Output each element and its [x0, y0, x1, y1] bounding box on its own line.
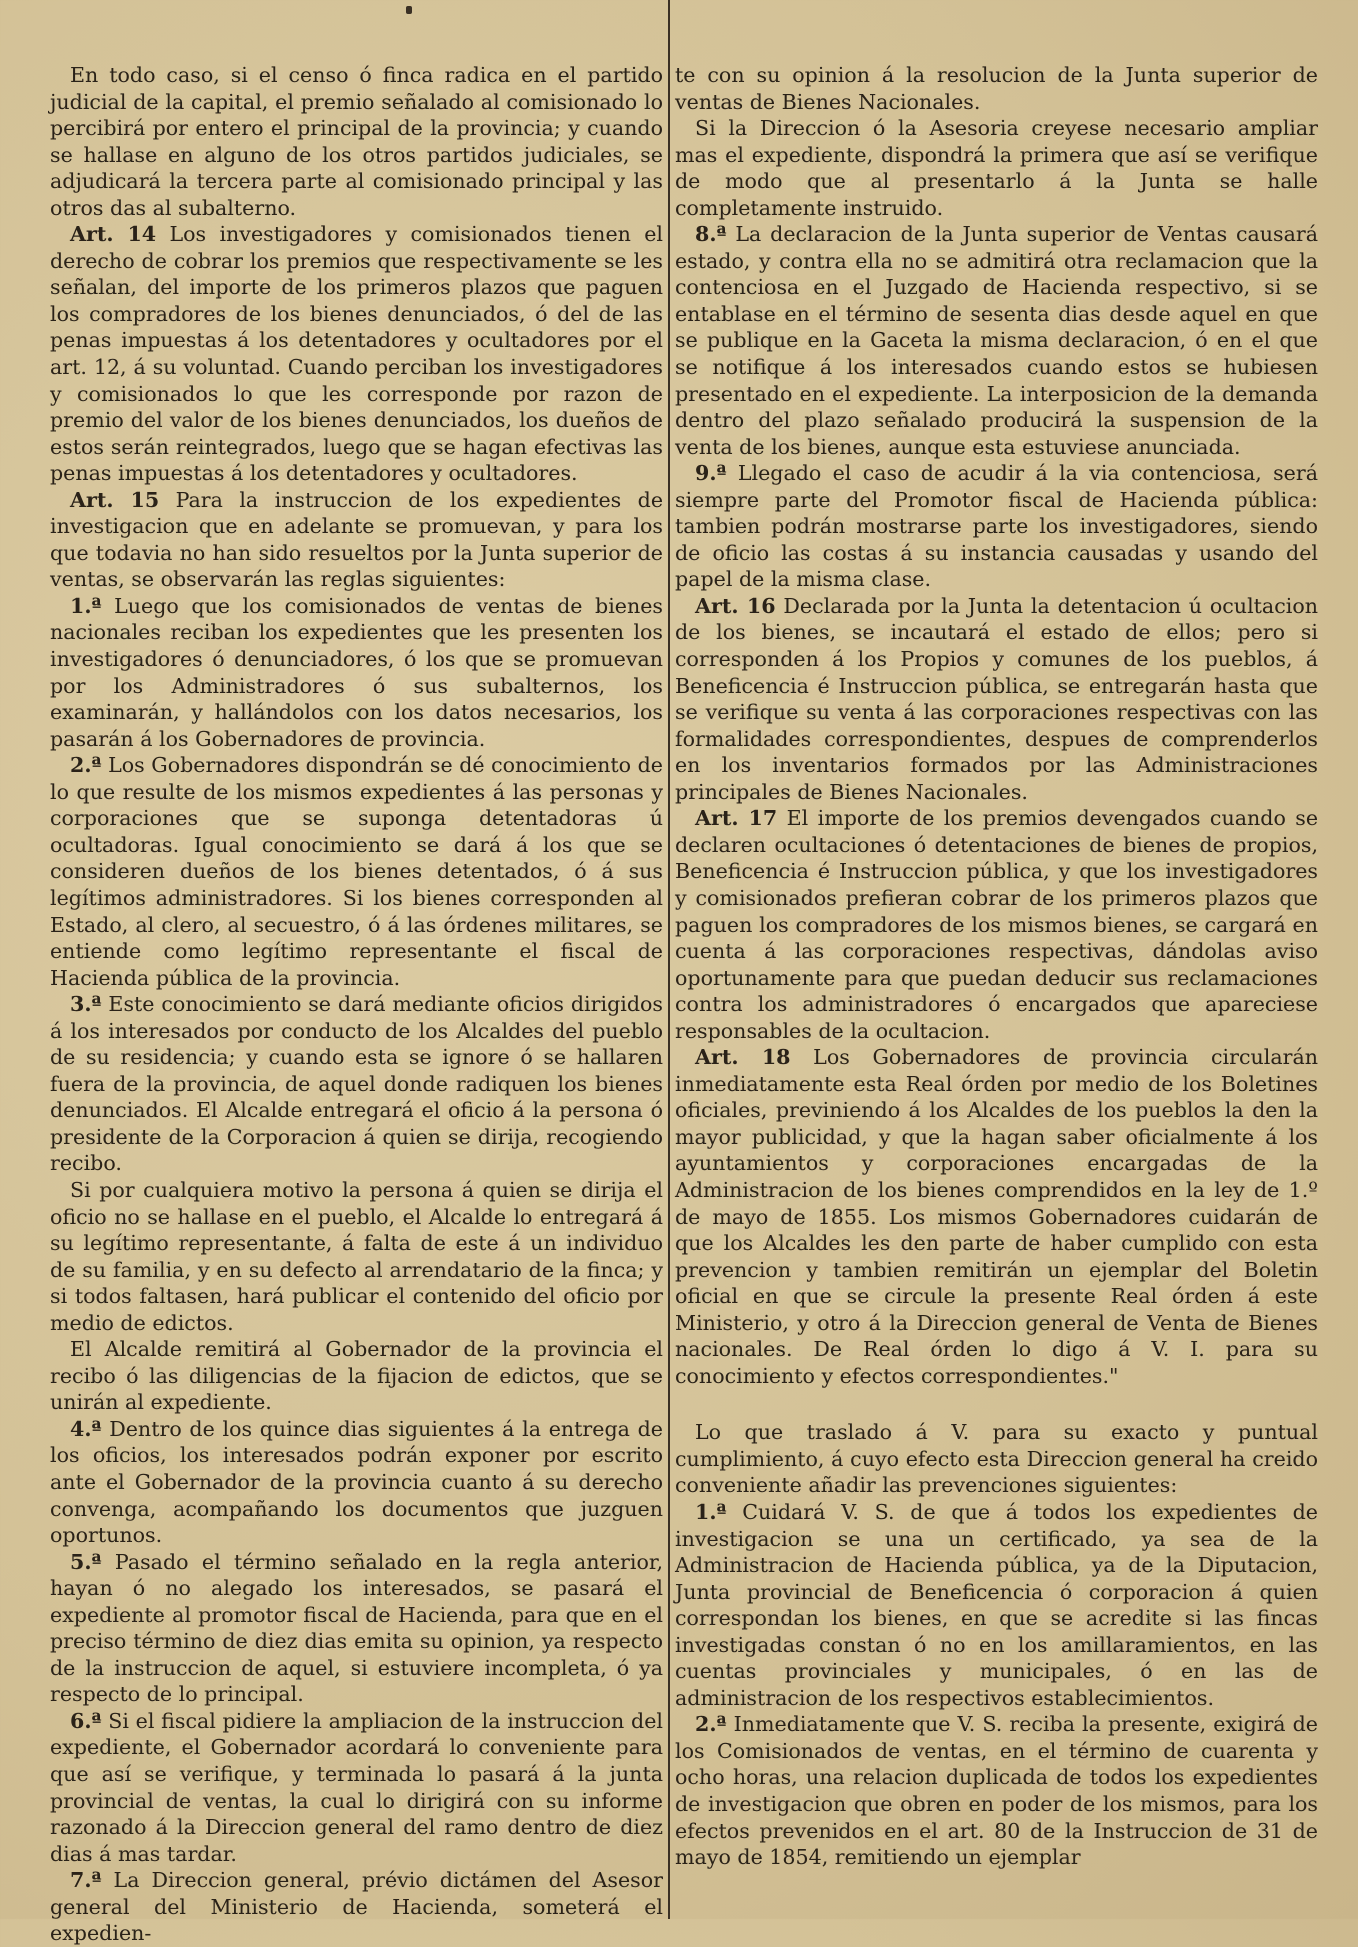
paragraph	[675, 1711, 1318, 1870]
article-number: 3.ª	[70, 992, 102, 1017]
paragraph	[50, 62, 663, 221]
article-number: 5.ª	[70, 1549, 102, 1574]
article-number: Art. 15	[70, 487, 160, 512]
paragraph	[50, 1336, 663, 1416]
paragraph	[50, 1177, 663, 1336]
paragraph-text: El importe de los premios devengados cuando se declaren ocultaciones ó detentaciones de bienes de propios, Beneficencia é Instruccion pública, y que los investigadores y comisionados prefieran cobrar de los primeros plazos que paguen los compradores de los mismos bienes, se cargará en cuenta á las corporaciones respectivas, dándolas aviso oportunamente para que puedan deducir sus reclamaciones contra los administradores ó encargados que apareciese responsables de la ocultacion.	[675, 806, 1319, 1043]
article-number: Art. 14	[70, 222, 157, 247]
article-number: 1.ª	[70, 593, 102, 618]
left-column	[50, 62, 663, 1947]
article-number: 7.ª	[70, 1868, 102, 1893]
paragraph	[675, 1419, 1318, 1499]
paragraph-text: Si la Direccion ó la Asesoria creyese necesario ampliar mas el expediente, dispondrá la primera que así se verifique de modo que al presentarlo á la Junta se halle completamente instruido.	[675, 116, 1318, 220]
paragraph-text: La declaracion de la Junta superior de Ventas causará estado, y contra ella no se admitirá otra reclamacion que la contenciosa en el Juzgado de Hacienda respectivo, si se entablase en el término de sesenta dias desde aquel en que se publique en la Gaceta la misma declaracion, ó en el que se notifique á los interesados cuando estos se hubiesen presentado en el expediente. La interposicion de la demanda dentro del plazo señalado producirá la suspension de la venta de los bienes, aunque esta estuviese anunciada.	[675, 222, 1318, 459]
paragraph	[50, 1549, 663, 1708]
paragraph-text: Si el fiscal pidiere la ampliacion de la instruccion del expediente, el Gobernador acordará lo conveniente para que así se verifique, y terminada lo pasará á la junta provincial de ventas, la cual lo dirigirá con su informe razonado á la Direccion general del ramo dentro de diez dias á mas tardar.	[50, 1708, 663, 1866]
paragraph-text: Declarada por la Junta la detentacion ú ocultacion de los bienes, se incautará el estado de ellos; pero si corresponden á los Propios y comunes de los pueblos, á Beneficencia é Instruccion pública, se entregarán hasta que se verifique su venta á las corporaciones respectivas con las formalidades correspondientes, despues de comprenderlos en los inventarios formados por las Administraciones principales de Bienes Nacionales.	[675, 593, 1318, 804]
paragraph-text: El Alcalde remitirá al Gobernador de la provincia el recibo ó las diligencias de la fijacion de edictos, que se unirán al expediente.	[50, 1337, 663, 1415]
paragraph	[675, 221, 1318, 460]
article-number: 8.ª	[695, 222, 727, 247]
article-number: Art. 16	[695, 593, 776, 618]
paragraph-text: En todo caso, si el censo ó finca radica en el partido judicial de la capital, el premio señalado al comisionado lo percibirá por entero el principal de la provincia; y cuando se hallase en alguno de los otros partidos judiciales, se adjudicará la tercera parte al comisionado principal y las otros das al subalterno.	[50, 63, 663, 220]
paragraph-text: Este conocimiento se dará mediante oficios dirigidos á los interesados por conducto de los Alcaldes del pueblo de su residencia; y cuando esta se ignore ó se hallaren fuera de la provincia, de aquel donde radiquen los bienes denunciados. El Alcalde entregará el oficio á la persona ó presidente de la Corporacion á quien se dirija, recogiendo recibo.	[50, 992, 663, 1176]
paragraph-text: Pasado el término señalado en la regla anterior, hayan ó no alegado los interesados, se pasará el expediente al promotor fiscal de Hacienda, para que en el preciso término de diez dias emita su opinion, ya respecto de la instruccion de aquel, si estuviere incompleta, ó ya respecto de lo principal.	[50, 1549, 663, 1707]
paragraph-text: Para la instruccion de los expedientes de investigacion que en adelante se promuevan, y para los que todavia no han sido resueltos por la Junta superior de ventas, se observarán las reglas siguientes:	[50, 487, 664, 592]
paragraph	[675, 593, 1318, 805]
paragraph	[675, 1044, 1318, 1389]
paragraph-text: Llegado el caso de acudir á la via contenciosa, será siempre parte del Promotor fiscal de Hacienda pública: tambien podrán mostrarse parte los investigadores, siendo de oficio las costas á su instancia causadas y usando del papel de la misma clase.	[675, 461, 1318, 592]
article-number: 2.ª	[695, 1712, 727, 1737]
paragraph-text: Lo que traslado á V. para su exacto y puntual cumplimiento, á cuyo efecto esta Direccion general ha creido conveniente añadir las prevenciones siguientes:	[675, 1420, 1318, 1498]
paragraph-text: Si por cualquiera motivo la persona á quien se dirija el oficio no se hallase en el pueblo, el Alcalde lo entregará á su legítimo representante, á falta de este á un individuo de su familia, y en su defecto al arrendatario de la finca; y si todos faltasen, hará publicar el contenido del oficio por medio de edictos.	[50, 1177, 663, 1335]
paragraph-text: te con su opinion á la resolucion de la Junta superior de ventas de Bienes Nacionales.	[675, 63, 1318, 114]
paragraph	[50, 991, 663, 1177]
paragraph-text: Dentro de los quince dias siguientes á la entrega de los oficios, los interesados podrán exponer por escrito ante el Gobernador de la provincia cuanto á su derecho convenga, acompañando los documentos que juzguen oportunos.	[50, 1416, 663, 1548]
article-number: 9.ª	[695, 461, 727, 486]
paragraph	[675, 62, 1318, 115]
paragraph-text: Los Gobernadores dispondrán se dé conocimiento de lo que resulte de los mismos expedientes á las personas y corporaciones que se suponga detentadoras ú ocultadoras. Igual conocimiento se dará á los que se consideren dueños de los bienes detentados, ó á sus legítimos administradores. Si los bienes corresponden al Estado, al clero, al secuestro, ó á las órdenes militares, se entiende como legítimo representante el fiscal de Hacienda pública de la provincia.	[50, 753, 663, 990]
right-column	[675, 62, 1318, 1871]
article-number: 4.ª	[70, 1416, 102, 1441]
paragraph-text: Inmediatamente que V. S. reciba la presente, exigirá de los Comisionados de ventas, en el término de cuarenta y ocho horas, una relacion duplicada de todos los expedientes de investigacion que obren en poder de los mismos, para los efectos prevenidos en el art. 80 de la Instruccion de 31 de mayo de 1854, remitiendo un ejemplar	[675, 1712, 1318, 1870]
paragraph	[50, 221, 663, 486]
paragraph	[50, 1416, 663, 1549]
paragraph	[50, 593, 663, 752]
column-rule	[668, 0, 670, 1919]
ink-mark	[406, 6, 412, 14]
paragraph	[50, 1708, 663, 1867]
paragraph-text: La Direccion general, prévio dictámen del Asesor general del Ministerio de Hacienda, someterá el expedien-	[50, 1868, 663, 1946]
paragraph	[675, 1499, 1318, 1711]
paragraph	[50, 752, 663, 991]
paragraph-text: Cuidará V. S. de que á todos los expedientes de investigacion se una un certificado, ya sea de la Administracion de Hacienda pública, ya de la Diputacion, Junta provincial de Beneficencia ó corporacion á quien correspondan los bienes, en que se acredite si las fincas investigadas constan ó no en los amillaramientos, en las cuentas provinciales y municipales, ó en las de administracion de los respectivos establecimientos.	[675, 1499, 1318, 1710]
paragraph	[675, 805, 1318, 1044]
paragraph-text: Luego que los comisionados de ventas de bienes nacionales reciban los expedientes que les presenten los investigadores ó denunciadores, ó los que se promuevan por los Administradores ó sus subalternos, los examinarán, y hallándolos con los datos necesarios, los pasarán á los Gobernadores de provincia.	[50, 593, 663, 751]
paragraph	[675, 115, 1318, 221]
article-number: Art. 18	[695, 1045, 791, 1070]
article-number: Art. 17	[695, 806, 778, 831]
article-number: 6.ª	[70, 1708, 102, 1733]
paragraph	[675, 460, 1318, 593]
paragraph	[50, 1867, 663, 1947]
paragraph-text: Los Gobernadores de provincia circularán inmediatamente esta Real órden por medio de los Boletines oficiales, previniendo á los Alcaldes de los pueblos la den la mayor publicidad, y que la hagan saber oficialmente á los ayuntamientos y corporaciones encargadas de la Administracion de los bienes comprendidos en la ley de 1.º de mayo de 1855. Los mismos Gobernadores cuidarán de que los Alcaldes les den parte de haber cumplido con esta prevencion y tambien remitirán un ejemplar del Boletin oficial en que se circule la presente Real órden á este Ministerio, y otro á la Direccion general de Venta de Bienes nacionales. De Real órden lo digo á V. I. para su conocimiento y efectos correspondientes."	[675, 1045, 1318, 1388]
article-number: 1.ª	[695, 1499, 727, 1524]
paragraph-text: Los investigadores y comisionados tienen el derecho de cobrar los premios que respectivamente se les señalan, del importe de los primeros plazos que paguen los compradores de los bienes denunciados, ó del de las penas impuestas á los detentadores y ocultadores por el art. 12, á su voluntad. Cuando perciban los investigadores y comisionados lo que les corresponde por razon de premio del valor de los bienes denunciados, los dueños de estos serán reintegrados, luego que se hagan efectivas las penas impuestas á los detentadores y ocultadores.	[50, 222, 664, 486]
article-number: 2.ª	[70, 753, 102, 778]
paragraph	[50, 487, 663, 593]
